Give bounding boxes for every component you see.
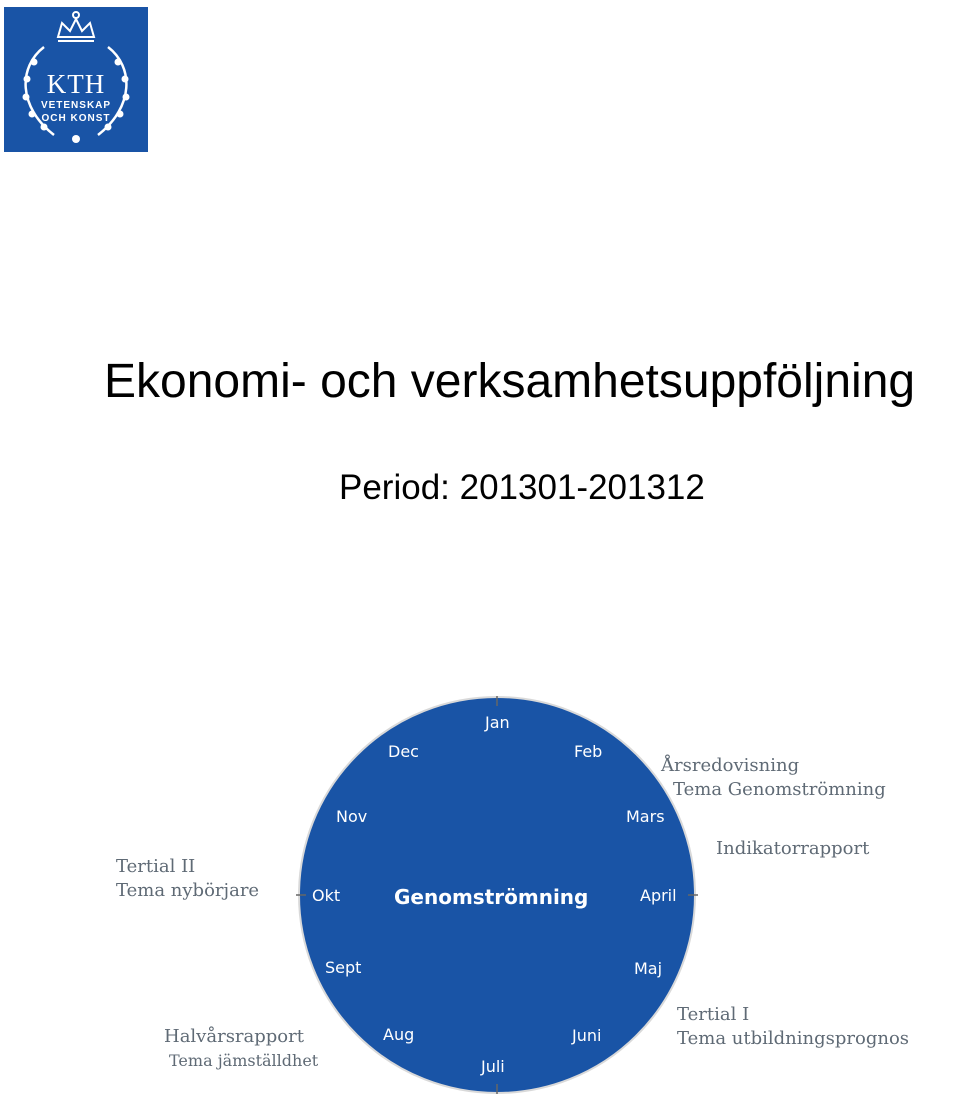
annotation-arsredovisning [661, 754, 886, 802]
annotation-halvarsrapport [164, 1025, 318, 1073]
month-maj: Maj [634, 959, 663, 978]
annotation-line: Tertial II [116, 856, 196, 877]
month-dec: Dec [388, 742, 419, 761]
annotation-line: Tertial I [677, 1004, 750, 1025]
month-mars: Mars [626, 807, 665, 826]
annotation-line: Halvårsrapport [164, 1026, 304, 1047]
annotation-line: Årsredovisning [661, 755, 800, 776]
month-feb: Feb [574, 742, 603, 761]
annotation-line: Tema Genomströmning [673, 779, 886, 800]
month-juli: Juli [481, 1057, 505, 1076]
annotation-tertial-2 [116, 855, 259, 903]
logo-wordmark: KTH [46, 69, 106, 99]
wheel-center-label: Genomströmning [394, 885, 589, 909]
annotation-line: Tema nybörjare [116, 880, 260, 901]
month-jan: Jan [485, 713, 510, 732]
document-subtitle: Period: 201301-201312 [339, 468, 705, 507]
annotation-tertial-1 [677, 1003, 909, 1051]
annotation-line: Tema jämställdhet [169, 1051, 319, 1070]
month-okt: Okt [312, 886, 341, 905]
document-title: Ekonomi- och verksamhetsuppföljning [104, 355, 916, 408]
month-sept: Sept [325, 958, 362, 977]
logo-line-1: VETENSKAP [40, 100, 112, 111]
annotation-line: Tema utbildningsprognos [677, 1028, 910, 1049]
annotation-indikatorrapport [716, 837, 869, 861]
month-nov: Nov [336, 807, 368, 826]
month-april: April [640, 886, 677, 905]
logo-line-2: OCH KONST [41, 113, 111, 124]
month-juni: Juni [572, 1026, 602, 1045]
annotation-line: Indikatorrapport [716, 838, 870, 859]
month-aug: Aug [383, 1025, 415, 1044]
